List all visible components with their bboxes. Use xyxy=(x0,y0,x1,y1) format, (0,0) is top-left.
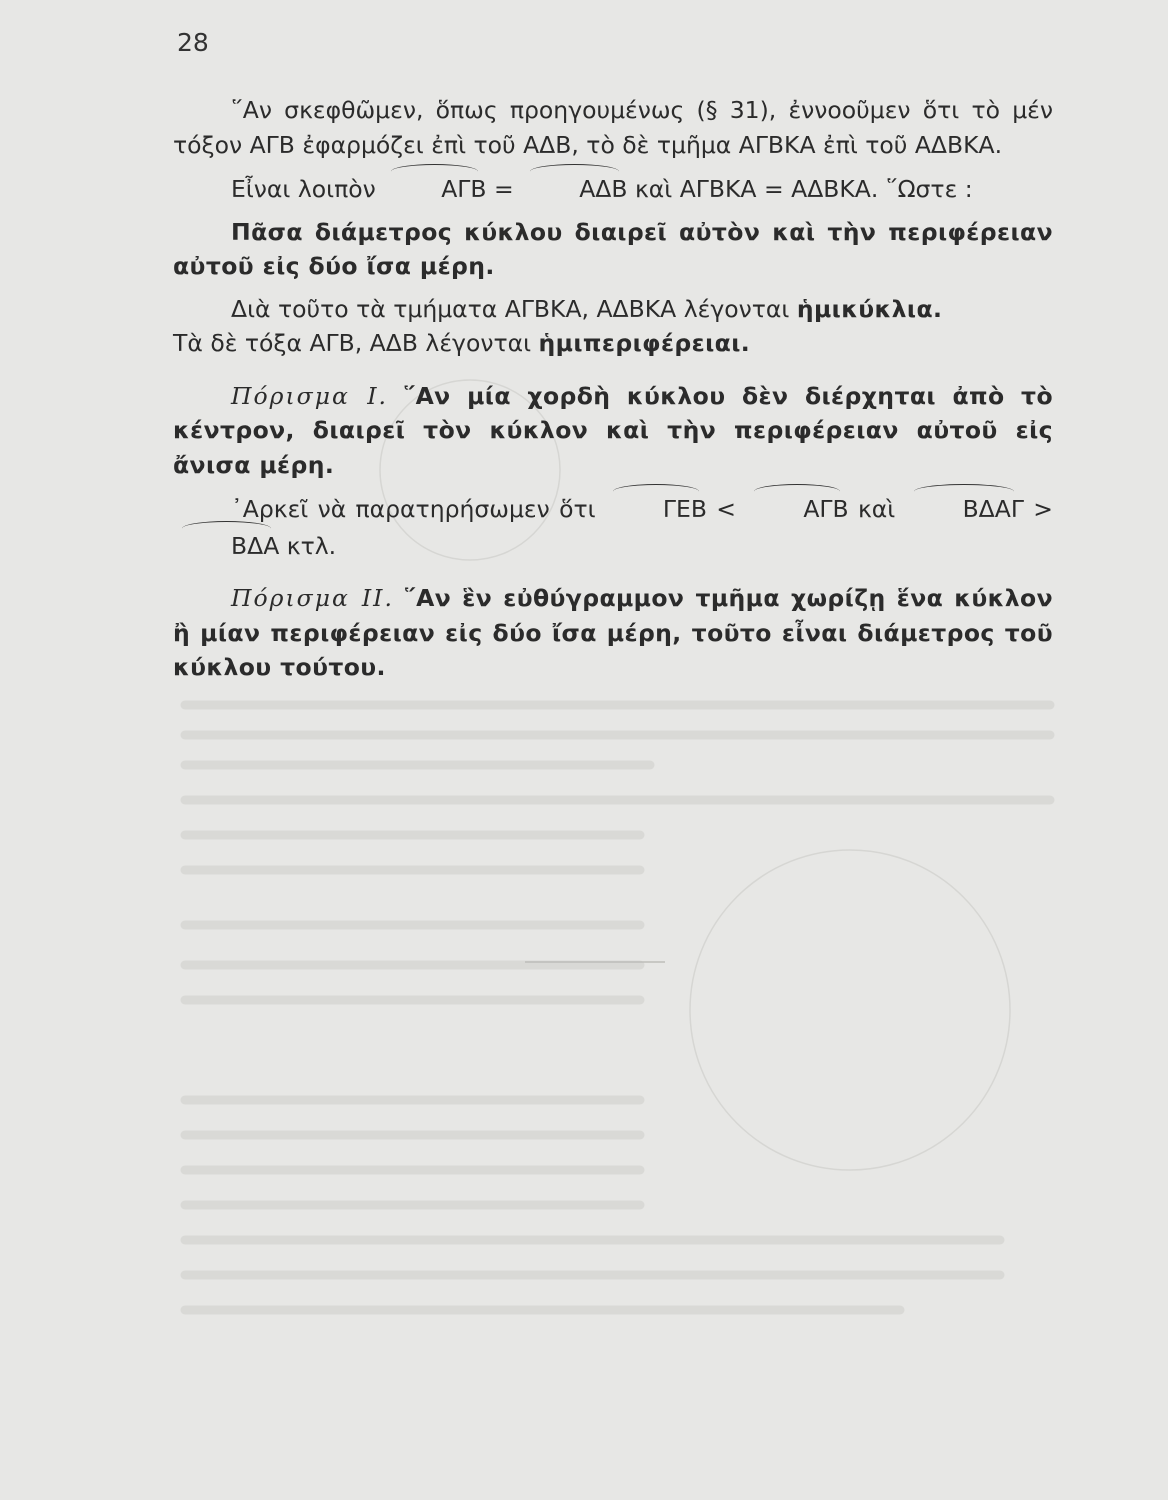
arc-geb: ΓΕΒ xyxy=(605,490,707,527)
corollary-2 xyxy=(173,581,1053,685)
paragraph-equality xyxy=(173,170,1053,207)
arc-bdag: ΒΔΑΓ xyxy=(905,490,1024,527)
term-semicircumference: ἡμιπεριφέρειαι. xyxy=(538,329,751,357)
theorem-diameter: Πᾶσα διάμετρος κύκλου διαιρεῖ αὐτὸν καὶ τὴν περιφέρειαν αὐτοῦ εἰς δύο ἴσα μέρη. xyxy=(173,217,1053,280)
paragraph-arc-reasoning: ῞Αν σκεφθῶμεν, ὅπως προηγουμένως (§ 31), ἐννοοῦμεν ὅτι τὸ μέν τόξον ΑΓΒ ἐφαρμόζει ἐπὶ τοῦ ΑΔΒ, τὸ δὲ τμῆμα ΑΓΒΚΑ ἐπὶ τοῦ ΑΔΒΚΑ. xyxy=(173,96,1053,159)
hemicircles-text: Διὰ τοῦτο τὰ τμήματα ΑΓΒΚΑ, ΑΔΒΚΑ λέγονται xyxy=(231,294,790,323)
comparison-and: καὶ xyxy=(857,495,896,523)
greater-than-sign: > xyxy=(1033,495,1053,523)
corollary-2-statement: ῞Αν ἓν εὐθύγραμμον τμῆμα χωρίζῃ ἕνα κύκλον ἢ μίαν περιφέρειαν εἰς δύο ἴσα μέρη, τοῦτο εἶναι διάμετρος τοῦ κύκλου τούτου. xyxy=(173,584,1053,681)
arc-bda: ΒΔΑ xyxy=(173,527,279,564)
equality-intro: Εἶναι λοιπὸν xyxy=(231,175,376,203)
corollary-1 xyxy=(173,379,1053,483)
arc-adb: ΑΔΒ xyxy=(521,170,627,207)
corollary-1-statement: ῞Αν μία χορδὴ κύκλου δὲν διέρχηται ἀπὸ τὸ κέντρον, διαιρεῖ τὸν κύκλον καὶ τὴν περιφέρειαν αὐτοῦ εἰς ἄνισα μέρη. xyxy=(173,381,1053,479)
less-than-sign: < xyxy=(716,495,736,523)
equals-sign: = xyxy=(494,175,514,203)
page-body xyxy=(173,93,1053,693)
arc-agb-2: ΑΓΒ xyxy=(745,490,848,527)
corollary-2-label: Πόρισμα ΙΙ. xyxy=(231,584,394,612)
semicircumference-text: Τὰ δὲ τόξα ΑΓΒ, ΑΔΒ λέγονται xyxy=(173,329,532,357)
paragraph-arc-comparison xyxy=(173,490,1053,563)
comparison-end: κτλ. xyxy=(286,531,337,560)
arc-agb: ΑΓΒ xyxy=(383,170,486,207)
paragraph-hemicircles xyxy=(173,292,1053,361)
equality-rest: καὶ ΑΓΒΚΑ = ΑΔΒΚΑ. ῞Ωστε : xyxy=(634,175,973,203)
term-hemicircles: ἡμικύκλια. xyxy=(796,294,943,323)
page-number: 28 xyxy=(177,28,209,57)
comparison-intro: ᾿Αρκεῖ νὰ παρατηρήσωμεν ὅτι xyxy=(231,495,596,523)
corollary-1-label: Πόρισμα Ι. xyxy=(231,381,389,410)
